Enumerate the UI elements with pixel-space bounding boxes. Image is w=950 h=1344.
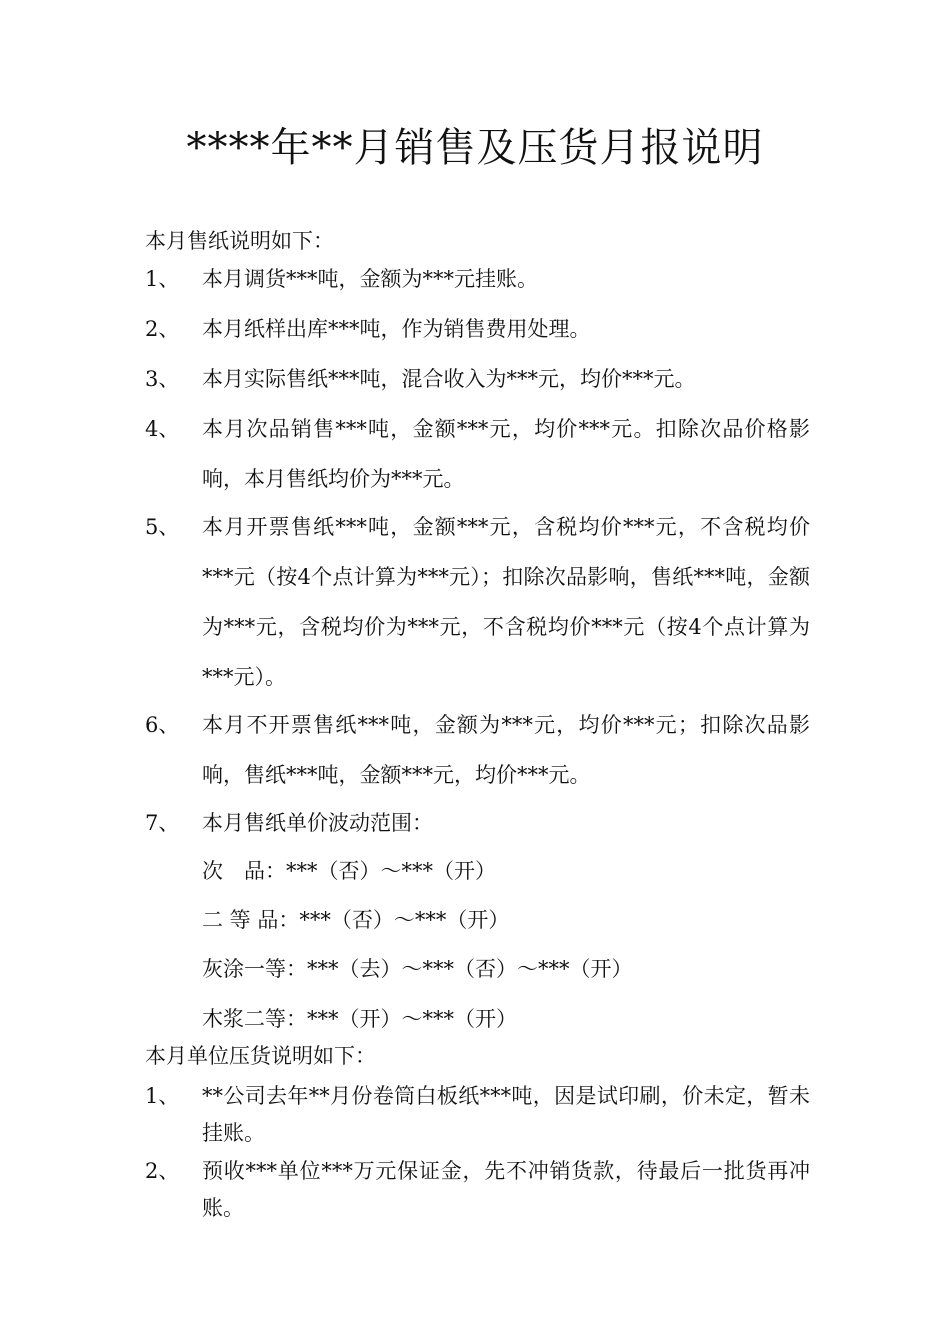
item-number: 6、 — [145, 713, 180, 737]
item-number: 7、 — [145, 811, 180, 835]
price-range-line: 次 品：***（否）～***（开） — [202, 859, 496, 883]
item-text: 预收***单位***万元保证金，先不冲销货款，待最后一批货再冲账。 — [202, 1159, 810, 1220]
item-number: 1、 — [145, 1084, 180, 1108]
page-title: ****年**月销售及压货月报说明 — [186, 125, 764, 171]
item-number: 2、 — [145, 317, 180, 341]
item-text: **公司去年**月份卷筒白板纸***吨，因是试印刷，价未定，暂未挂账。 — [202, 1084, 810, 1145]
list-item — [145, 700, 810, 800]
item-number: 4、 — [145, 417, 180, 441]
price-range-line: 灰涂一等：***（去）～***（否）～***（开） — [202, 957, 633, 981]
price-range-line: 二 等 品：***（否）～***（开） — [202, 908, 510, 932]
list-item — [145, 798, 810, 848]
item-text: 本月售纸单价波动范围： — [202, 811, 433, 835]
list-item — [145, 1078, 810, 1152]
section-heading-inventory: 本月单位压货说明如下： — [145, 1044, 376, 1068]
list-item — [145, 304, 810, 354]
list-item — [145, 354, 810, 404]
item-number: 5、 — [145, 515, 180, 539]
item-number: 1、 — [145, 267, 180, 291]
list-item — [145, 254, 810, 304]
list-item — [145, 1153, 810, 1227]
price-range-line: 木浆二等：***（开）～***（开） — [202, 1007, 517, 1031]
list-item — [145, 404, 810, 504]
item-text: 本月调货***吨，金额为***元挂账。 — [202, 267, 538, 291]
item-text: 本月实际售纸***吨，混合收入为***元，均价***元。 — [202, 367, 696, 391]
item-text: 本月纸样出库***吨，作为销售费用处理。 — [202, 317, 591, 341]
item-text: 本月次品销售***吨，金额***元，均价***元。扣除次品价格影响，本月售纸均价为***元。 — [202, 417, 810, 491]
item-number: 3、 — [145, 367, 180, 391]
item-text: 本月开票售纸***吨，金额***元，含税均价***元，不含税均价***元（按4个点计算为***元）；扣除次品影响，售纸***吨，金额为***元，含税均价为***元，不含税均价***元（按4个点计算为***元）。 — [202, 515, 810, 689]
item-text: 本月不开票售纸***吨，金额为***元，均价***元；扣除次品影响，售纸***吨，金额***元，均价***元。 — [202, 713, 810, 787]
section-heading-sales: 本月售纸说明如下： — [145, 229, 334, 253]
list-item — [145, 502, 810, 702]
item-number: 2、 — [145, 1159, 180, 1183]
